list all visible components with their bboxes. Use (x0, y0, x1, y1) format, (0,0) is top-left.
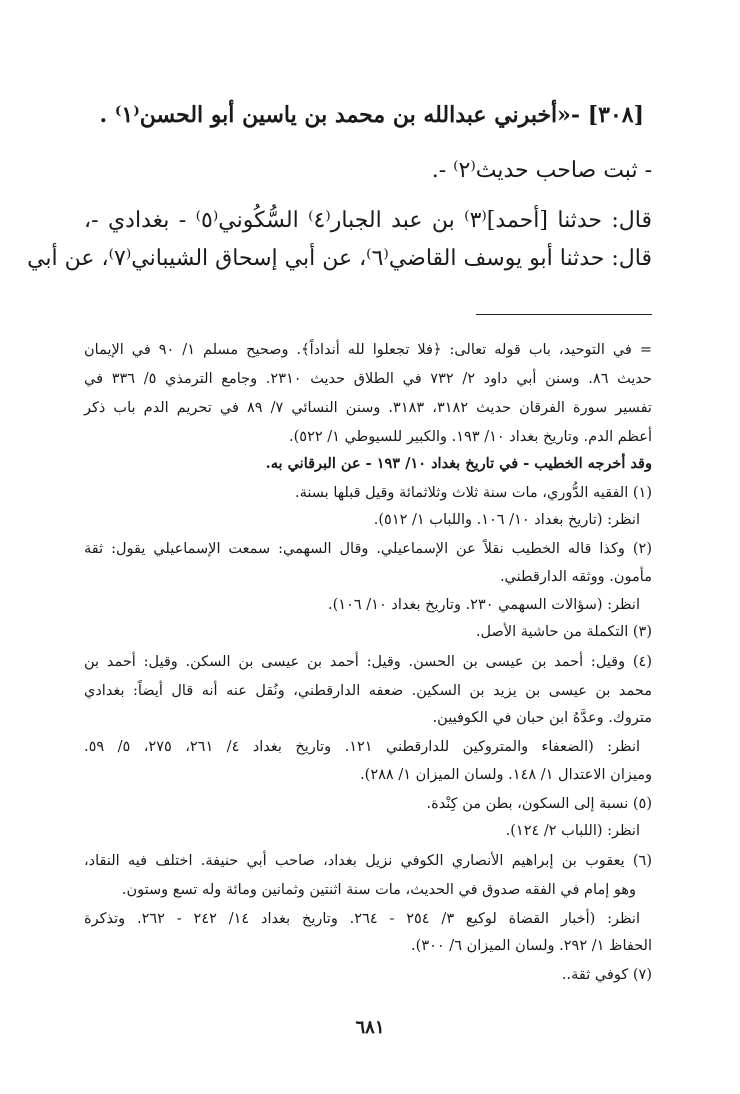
footnote-4-ref: انظر: (الضعفاء والمتروكين للدارقطني ١٢١. وتاريخ بغداد ٤/ ٢٦١، ٢٧٥، ٥/ ٥٩. (84, 739, 641, 755)
footnote-4-ref-cont: وميزان الاعتدال ١/ ١٤٨. ولسان الميزان ١/ ٢٨٨). (360, 767, 652, 783)
footnote-6-cont: وهو إمام في الفقه صدوق في الحديث، مات سنة اثنتين وثمانين ومائة وله تسع وستون. (121, 882, 636, 898)
footnote-5: (٥) نسبة إلى السكون، بطن من كِنْدة. (426, 796, 652, 812)
entry-grade: - ثبت صاحب حديث⁽٢⁾ -. (431, 158, 652, 183)
footnote-continuation-line: = في التوحيد، باب قوله تعالى: ﴿فلا تجعلوا لله أنداداً﴾. وصحيح مسلم ١/ ٩٠ في الإيمان (84, 342, 652, 358)
footnote-2: (٢) وكذا قاله الخطيب نقلاً عن الإسماعيلي. وقال السهمي: سمعت الإسماعيلي يقول: ثقة (84, 541, 652, 557)
footnote-4: (٤) وقيل: أحمد بن عيسى بن الحسن. وقيل: أحمد بن عيسى بن السكن. وقيل: أحمد بن (84, 654, 652, 670)
footnote-2-cont: مأمون. ووثقه الدارقطني. (499, 569, 652, 585)
isnad-line-2: قال: حدثنا أبو يوسف القاضي⁽٦⁾، عن أبي إسحاق الشيباني⁽٧⁾، عن أبي (27, 246, 652, 271)
footnote-4-cont: محمد بن عيسى بن يزيد بن السكين. ضعفه الدارقطني، ونُقل عنه أنه قال أيضاً: بغدادي (84, 683, 652, 699)
footnote-5-ref: انظر: (اللباب ٢/ ١٢٤). (505, 823, 640, 839)
footnote-6-ref-cont: الحفاظ ١/ ٢٩٢. ولسان الميزان ٦/ ٣٠٠). (411, 938, 652, 954)
footnote-3: (٣) التكملة من حاشية الأصل. (475, 624, 652, 640)
footnote-continuation-line: تفسير سورة الفرقان حديث ٣١٨٢، ٣١٨٣. وسنن النسائي ٧/ ٨٩ في تحريم الدم باب ذكر (84, 400, 652, 416)
footnote-1: (١) الفقيه الدُّوري، مات سنة ثلاث وثلاثمائة وقيل قبلها بسنة. (294, 485, 652, 501)
footnote-7: (٧) كوفي ثقة.. (561, 967, 652, 983)
footnote-continuation-line: حديث ٨٦. وسنن أبي داود ٢/ ٧٣٢ في الطلاق حديث ٢٣١٠. وجامع الترمذي ٥/ ٣٣٦ في (84, 371, 652, 387)
page-number: ٦٨١ (355, 1017, 385, 1038)
footnote-2-ref: انظر: (سؤالات السهمي ٢٣٠. وتاريخ بغداد ١٠/ ١٠٦). (328, 597, 640, 613)
footnote-4-cont: متروك. وعدَّهُ ابن حبان في الكوفيين. (432, 710, 652, 726)
footnote-divider (476, 314, 652, 315)
footnote-1-ref: انظر: (تاريخ بغداد ١٠/ ١٠٦. واللباب ١/ ٥١٢). (373, 512, 640, 528)
footnote-continuation-line: أعظم الدم. وتاريخ بغداد ١٠/ ١٩٣. والكبير للسيوطي ١/ ٥٢٢). (289, 429, 652, 445)
footnote-6-ref: انظر: (أخبار القضاة لوكيع ٣/ ٢٥٤ - ٢٦٤. وتاريخ بغداد ١٤/ ٢٤٢ - ٢٦٢. وتذكرة (84, 911, 640, 927)
isnad-line-1: قال: حدثنا [أحمد]⁽٣⁾ بن عبد الجبار⁽٤⁾ السُّكُوني⁽٥⁾ - بغدادي -، (84, 208, 653, 233)
footnote-continuation-line: وقد أخرجه الخطيب - في تاريخ بغداد ١٠/ ١٩٣ - عن البرقاني به. (265, 455, 652, 472)
footnote-6: (٦) يعقوب بن إبراهيم الأنصاري الكوفي نزيل بغداد، صاحب أبي حنيفة. اختلف فيه النقاد، (84, 853, 652, 869)
entry-title: [٣٠٨] -«أخبرني عبدالله بن محمد بن ياسين أبو الحسن⁽١⁾ . (99, 102, 644, 128)
